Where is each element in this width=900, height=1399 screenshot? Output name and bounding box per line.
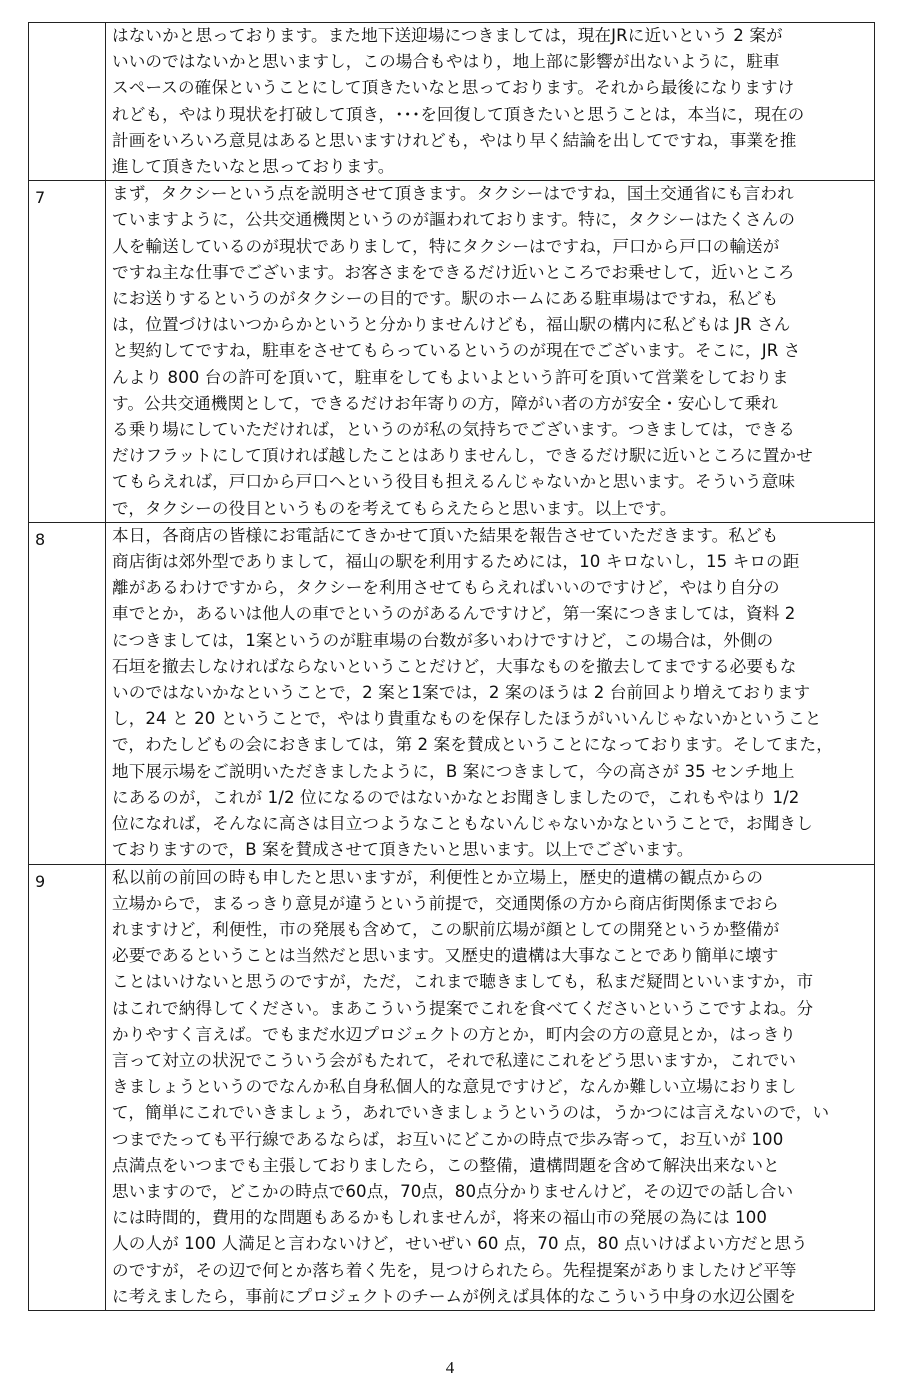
statement-line: にあるのが，これが 1/2 位になるのではないかなとお聞きしましたので，これもやはり 1/2 (112, 787, 800, 807)
speaker-number: 8 (35, 529, 46, 549)
speaker-number-cell (29, 864, 106, 1310)
statement-line: 地下展示場をご説明いただきましたように，B 案につきまして，今の高さが 35 センチ地上 (112, 761, 795, 781)
statement-line: 商店街は郊外型でありまして，福山の駅を利用するためには，10 キロないし，15 キロの距 (112, 552, 800, 572)
statement-line: 立場からで，まるっきり意見が違うという前提で，交通関係の方から商店街関係までおら (112, 893, 779, 913)
statement-line: につきましては，1案というのが駐車場の台数が多いわけですけど，この場合は，外側の (112, 630, 774, 650)
statement-line: のですが，その辺で何とか落ち着く先を，見つけられたら。先程提案がありましたけど平等 (112, 1260, 797, 1280)
statement-line: 私以前の前回の時も申したと思いますが，利便性とか立場上，歴史的遺構の観点からの (112, 867, 764, 887)
statement-line: にお送りするというのがタクシーの目的です。駅のホームにある駐車場はですね，私ども (112, 289, 779, 309)
statement-line: 本日，各商店の皆様にお電話にてきかせて頂いた結果を報告させていただきます。私ども (112, 525, 779, 545)
statement-line: ですね主な仕事でございます。お客さまをできるだけ近いところでお乗せして，近いところ (112, 262, 795, 282)
statement-line: 言って対立の状況でこういう会がもたれて，それで私達にこれをどう思いますか，これでい (112, 1050, 797, 1070)
statement-line: れども，やはり現状を打破して頂き，･･･を回復して頂きたいと思うことは，本当に，現在の (112, 104, 805, 124)
statement-line: てもらえれば，戸口から戸口へという役目も担えるんじゃないかと思います。そういう意味 (112, 472, 796, 492)
statement-line: す。公共交通機関として，できるだけお年寄りの方，障がい者の方が安全・安心して乗れ (112, 393, 779, 413)
table-row (29, 23, 875, 181)
statement-line: 位になれば，そんなに高さは目立つようなこともないんじゃないかなということで，お聞きし (112, 814, 813, 834)
speaker-number (29, 23, 105, 27)
statement-cell (106, 522, 875, 864)
statement-line: ておりますので，B 案を賛成させて頂きたいと思います。以上でございます。 (112, 840, 694, 860)
table-row (29, 181, 875, 523)
statement-line: 計画をいろいろ意見はあると思いますけれども，やはり早く結論を出してですね，事業を推 (112, 130, 797, 150)
statement-line: て，簡単にこれでいきましょう，あれでいきましょうというのは，うかつには言えないので，い (112, 1103, 830, 1123)
statement-line: 車でとか，あるいは他人の車でというのがあるんですけど，第一案につきましては，資料 2 (112, 604, 796, 624)
statement-line: と契約してですね，駐車をさせてもらっているというのが現在でございます。そこに，JR さ (112, 341, 801, 361)
statement-line: まず，タクシーという点を説明させて頂きます。タクシーはですね，国土交通省にも言われ (112, 184, 794, 204)
statement-line: 人を輸送しているのが現状でありまして，特にタクシーはですね，戸口から戸口の輸送が (112, 236, 780, 256)
page-number: 4 (445, 1358, 455, 1377)
statement-line: し，24 と 20 ということで，やはり貴重なものを保存したほうがいいんじゃないかということ (112, 709, 822, 729)
statement-line: れますけど，利便性，市の発展も含めて，この駅前広場が顔としての開発というか整備が (112, 919, 780, 939)
statement-cell (106, 23, 875, 181)
statement-line: んより 800 台の許可を頂いて，駐車をしてもよいよという許可を頂いて営業をしておりま (112, 367, 789, 387)
statement-line: 人の人が 100 人満足と言わないけど，せいぜい 60 点，70 点，80 点いけばよい方だと思う (112, 1234, 808, 1254)
statement-line: ていますように，公共交通機関というのが謳われております。特に，タクシーはたくさんの (112, 210, 796, 230)
statement-line: 点満点をいつまでも主張しておりましたら，この整備，遺構問題を含めて解決出来ないと (112, 1155, 780, 1175)
statement-text (106, 181, 874, 522)
statement-line: 思いますので，どこかの時点で60点，70点，80点分かりませんけど，その辺での話し合い (112, 1181, 794, 1201)
statement-line: はこれで納得してください。まあこういう提案でこれを食べてくださいというこですよね。分 (112, 998, 814, 1018)
speaker-number-cell (29, 181, 106, 523)
statement-line: は，位置づけはいつからかというと分かりませんけども，福山駅の構内に私どもは JR さん (112, 315, 791, 335)
statement-line: いのではないかなということで，2 案と1案では，2 案のほうは 2 台前回より増えております (112, 683, 811, 703)
statement-line: に考えましたら，事前にプロジェクトのチームが例えば具体的なこういう中身の水辺公園を (112, 1286, 797, 1306)
minutes-table (28, 22, 875, 1311)
statement-cell (106, 864, 875, 1310)
statement-line: る乗り場にしていただければ，というのが私の気持ちでございます。つきましては，できる (112, 420, 795, 440)
statement-line: 離があるわけですから，タクシーを利用させてもらえればいいのですけど，やはり自分の (112, 578, 780, 598)
speaker-number-cell (29, 23, 106, 181)
statement-line: 必要であるということは当然だと思います。又歴史的遺構は大事なことであり簡単に壊す (112, 946, 779, 966)
statement-line: つまでたっても平行線であるならば，お互いにどこかの時点で歩み寄って，お互いが 100 (112, 1129, 784, 1149)
statement-line: きましょうというのでなんか私自身私個人的な意見ですけど，なんか難しい立場におりまし (112, 1077, 797, 1097)
statement-text (106, 523, 874, 864)
statement-line: いいのではないかと思いますし，この場合もやはり，地上部に影響が出ないように，駐車 (112, 52, 780, 72)
table-row (29, 522, 875, 864)
statement-text (106, 865, 874, 1310)
table-row (29, 864, 875, 1310)
speaker-number: 9 (35, 871, 46, 891)
statement-line: はないかと思っております。また地下送迎場につきましては，現在JRに近いという 2 案が (112, 26, 783, 45)
speaker-number: 7 (35, 188, 46, 208)
statement-cell (106, 181, 875, 523)
statement-line: スペースの確保ということにして頂きたいなと思っております。それから最後になりますけ (112, 78, 795, 98)
statement-line: 進して頂きたいなと思っております。 (112, 157, 395, 177)
statement-line: ことはいけないと思うのですが，ただ，これまで聴きましても，私まだ疑問といいますか，市 (112, 972, 814, 992)
statement-line: だけフラットにして頂ければ越したことはありませんし，できるだけ駅に近いところに置かせ (112, 446, 813, 466)
statement-line: で，タクシーの役目というものを考えてもらえたらと思います。以上です。 (112, 498, 677, 518)
statement-line: で，わたしどもの会におきましては，第 2 案を賛成ということになっております。そしてまた， (112, 735, 833, 755)
statement-text (106, 23, 874, 180)
statement-line: には時間的，費用的な問題もあるかもしれませんが，将来の福山市の発展の為には 100 (112, 1208, 768, 1228)
statement-line: かりやすく言えば。でもまだ水辺プロジェクトの方とか，町内会の方の意見とか，はっきり (112, 1024, 797, 1044)
speaker-number-cell (29, 522, 106, 864)
minutes-table-body (29, 23, 875, 1311)
statement-line: 石垣を撤去しなければならないということだけど，大事なものを撤去してまでする必要もな (112, 656, 797, 676)
